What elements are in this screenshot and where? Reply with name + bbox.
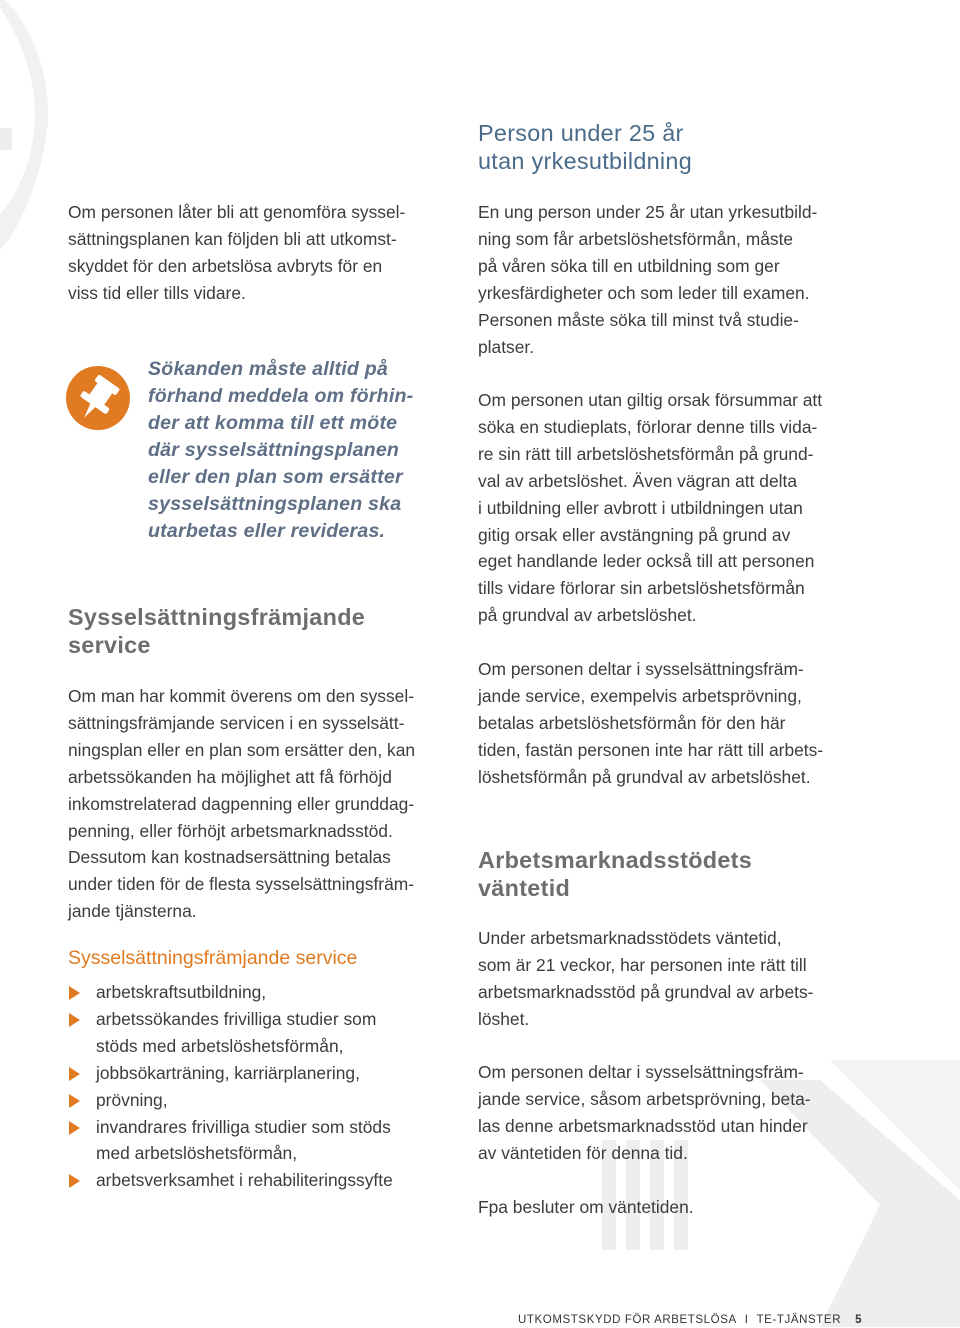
list-item: prövning, (68, 1087, 460, 1114)
list-item: arbetssökandes frivilliga studier som stöds med arbetslöshetsförmån, (68, 1006, 460, 1060)
right-paragraph-1: En ung person under 25 år utan yrkesutbild- ning som får arbetslöshetsförmån, måste på våren söka till en utbildning som ger yrkesfärdigheter och som leder till examen. Personen måste söka till minst två studie- platser. (478, 202, 818, 357)
right-paragraph-4: Under arbetsmarknadsstödets väntetid, som är 21 veckor, har personen inte rätt till arbetsmarknadsstöd på grundval av arbets- löshet. (478, 928, 814, 1029)
footer-org: TE-TJÄNSTER (756, 1314, 842, 1326)
section-title: Sysselsättningsfrämjande service (68, 604, 366, 658)
bullet-triangle-icon (69, 986, 80, 1000)
page-number: 5 (855, 1314, 863, 1326)
list-item: arbetskraftsutbildning, (68, 979, 460, 1006)
right-paragraph-6: Fpa besluter om väntetiden. (478, 1197, 694, 1217)
service-section (68, 604, 460, 659)
page-footer (518, 1312, 862, 1328)
service-body (68, 683, 460, 925)
service-paragraph: Om man har kommit överens om den syssel- sättningsfrämjande servicen i en sysselsätt- ningsplan eller en plan som ersätter den, kan arbetssökanden ha möjlighet att få förhöjd inkomstrelaterad dagpenning eller grunddag- penning, eller förhöjt arbetsmarknadsstöd. Dessutom kan kostnadsersättning betalas under tiden för de flesta sysselsättningsfräm- jande tjänsterna. (68, 686, 416, 922)
bullet-triangle-icon (69, 1067, 80, 1081)
right-title-2 (478, 847, 880, 902)
section-title-waiting: Arbetsmarknadsstödets väntetid (478, 847, 753, 901)
callout-text: Sökanden måste alltid på förhand meddela om förhin- der att komma till ett möte där sysselsättningsplanen eller den plan som ersätter sysselsättningsplanen ska utarbetas eller revideras. (148, 358, 414, 542)
bullet-triangle-icon (69, 1094, 80, 1108)
list-item: jobbsökarträning, karriärplanering, (68, 1060, 460, 1087)
list-item: invandrares frivilliga studier som stöds med arbetslöshetsförmån, (68, 1114, 460, 1168)
list-title: Sysselsättningsfrämjande service (68, 947, 358, 969)
footer-separator: I (744, 1314, 749, 1326)
bullet-triangle-icon (69, 1121, 80, 1135)
left-column (68, 199, 460, 307)
bullet-triangle-icon (69, 1174, 80, 1188)
right-paragraph-5: Om personen deltar i sysselsättningsfräm- jande service, såsom arbetsprövning, beta- las denne arbetsmarknadsstöd utan hinder av väntetiden för denna tid. (478, 1062, 811, 1163)
bullet-triangle-icon (69, 1013, 80, 1027)
service-list-block (68, 945, 460, 1194)
right-paragraph-2: Om personen utan giltig orsak försummar att söka en studieplats, förlorar denne tills vida- re sin rätt till arbetslöshetsförmån på grund- val av arbetslöshet. Även vägran att delta i utbildning eller avbrott i utbildningen utan gitig orsak eller avstängning på grund av eget handlande leder också till att personen tills vidare förlorar sin arbetslöshetsförmån på grundval av arbetslöshet. (478, 390, 823, 626)
right-paragraph-3: Om personen deltar i sysselsättningsfräm- jande service, exempelvis arbetsprövning, betalas arbetslöshetsförmån för den här tiden, fastän personen inte har rätt till arbets- löshetsförmån på grundval av arbetslöshet. (478, 659, 824, 787)
list-item: arbetsverksamhet i rehabiliteringssyfte (68, 1167, 460, 1194)
service-list (68, 979, 460, 1194)
intro-paragraph: Om personen låter bli att genomföra syssel- sättningsplanen kan följden bli att utkomst- skyddet för den arbetslösa avbryts för en viss tid eller tills vidare. (68, 202, 406, 303)
pin-icon (64, 364, 132, 432)
right-title-1 (478, 120, 880, 175)
footer-title: UTKOMSTSKYDD FÖR ARBETSLÖSA (518, 1314, 737, 1326)
page-title: Person under 25 år utan yrkesutbildning (478, 120, 693, 174)
